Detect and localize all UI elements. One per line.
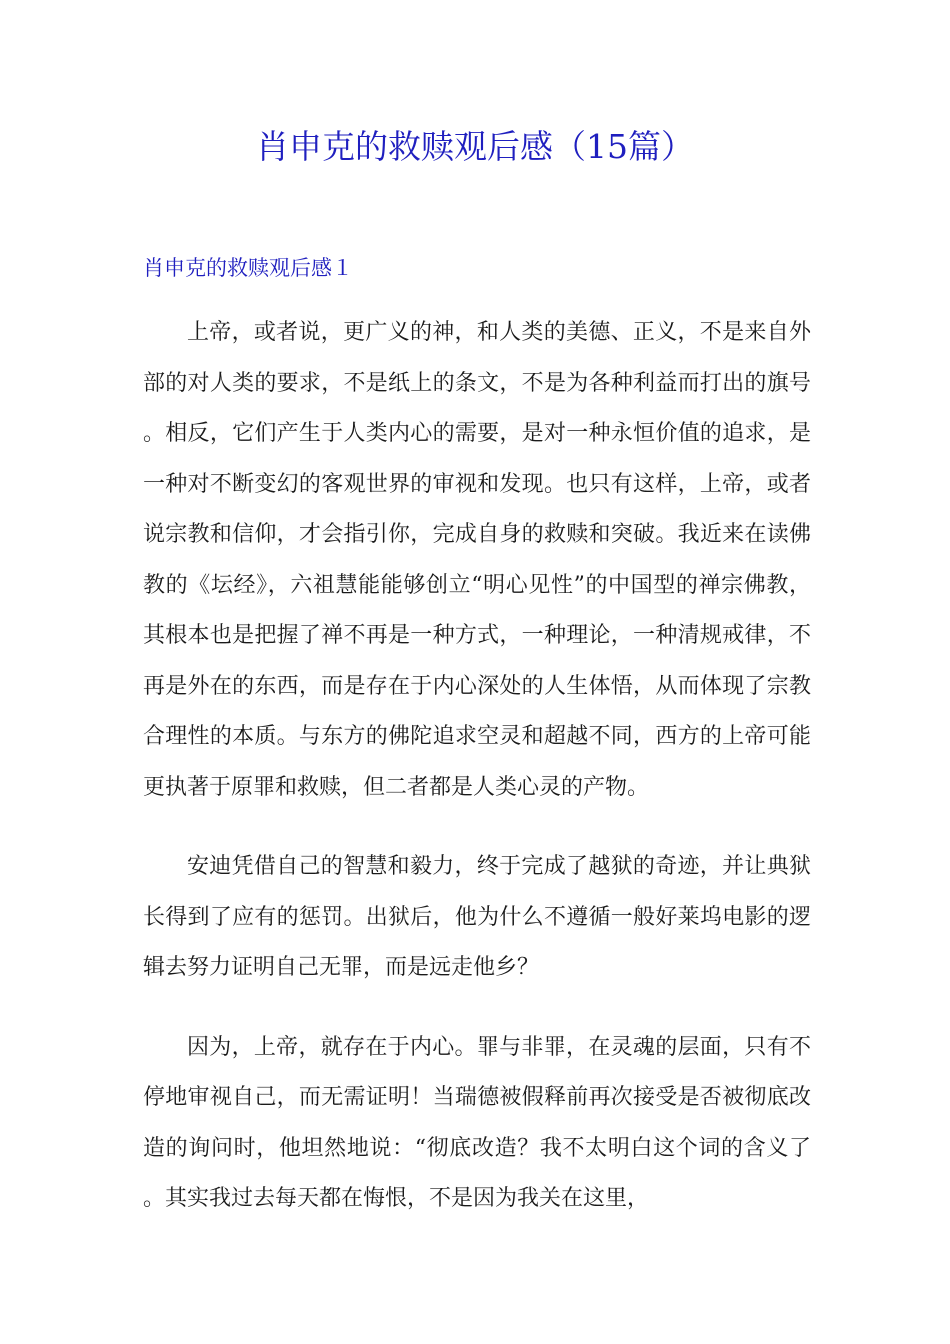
paragraph-1: 上帝，或者说，更广义的神，和人类的美德、正义，不是来自外部的对人类的要求，不是纸上的条文，不是为各种利益而打出的旗号。相反，它们产生于人类内心的需要，是对一种永恒价值的追求，是一种对不断变幻的客观世界的审视和发现。也只有这样，上帝，或者说宗教和信仰，才会指引你，完成自身的救赎和突破。我近来在读佛教的《坛经》，六祖慧能能够创立“明心见性”的中国型的禅宗佛教，其根本也是把握了禅不再是一种方式，一种理论，一种清规戒律，不再是外在的东西，而是存在于内心深处的人生体悟，从而体现了宗教合理性的本质。与东方的佛陀追求空灵和超越不同，西方的上帝可能更执著于原罪和救赎，但二者都是人类心灵的产物。 bbox=[143, 320, 811, 800]
paragraph-2: 安迪凭借自己的智慧和毅力，终于完成了越狱的奇迹，并让典狱长得到了应有的惩罚。出狱后，他为什么不遵循一般好莱坞电影的逻辑去努力证明自己无罪，而是远走他乡？ bbox=[143, 854, 811, 980]
section-heading: 肖申克的救赎观后感１ bbox=[143, 256, 353, 280]
paragraph-3: 因为，上帝，就存在于内心。罪与非罪，在灵魂的层面，只有不停地审视自己，而无需证明！当瑞德被假释前再次接受是否被彻底改造的询问时，他坦然地说：“彻底改造？我不太明白这个词的含义了。其实我过去每天都在悔恨，不是因为我关在这里， bbox=[143, 1034, 811, 1211]
document-title: 肖申克的救赎观后感（15篇） bbox=[256, 127, 694, 166]
document-body bbox=[143, 308, 811, 1254]
